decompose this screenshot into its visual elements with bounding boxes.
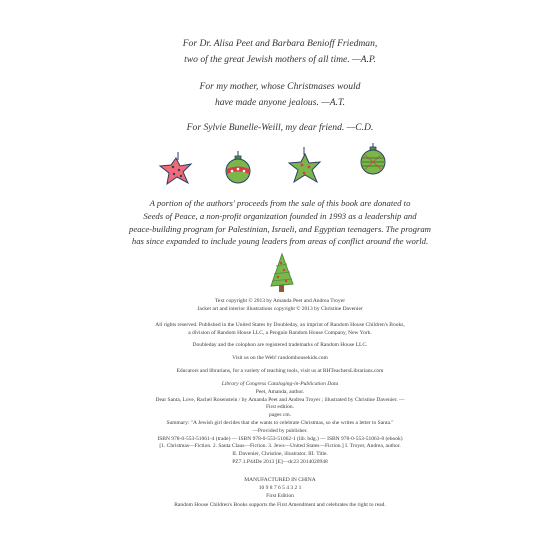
copyright-credits — [0, 298, 560, 314]
manufactured-line: MANUFACTURED IN CHINA — [244, 477, 316, 483]
cip-line: pages cm. — [269, 412, 291, 419]
cip-line: II. Davenier, Christine, illustrator. III. Title. — [232, 451, 328, 458]
proceeds-line: peace-building program for Palestinian, Israeli, and Egyptian teenagers. The program — [129, 223, 431, 234]
dedication-line: have made anyone jealous. —A.T. — [214, 96, 346, 108]
educators-notice — [0, 368, 560, 376]
cip-line: PZ7.1.P44De 2013 [E]—dc23 2014020948 — [232, 458, 328, 465]
manufacturing-info — [0, 477, 560, 500]
rights-line: a division of Random House LLC, a Penguin Random House Company, New York. — [188, 329, 372, 336]
cip-line: ISBN 978-0-553-51061-4 (trade) — ISBN 978-0-553-51062-1 (lib. bdg.) — ISBN 978-0-553-51063-8 (ebook) — [157, 435, 403, 442]
star-ornament-green-icon — [284, 146, 326, 188]
edition-line: First Edition — [266, 492, 294, 499]
rights-statement — [0, 322, 560, 338]
cip-data — [0, 381, 560, 467]
educators-line: Educators and librarians, for a variety of teaching tools, visit us at RHTeachersLibrarians.com — [176, 368, 384, 374]
website-line: Visit us on the Web! randomhousekids.com — [232, 355, 328, 361]
cip-line: Summary: "A Jewish girl decides that she wants to celebrate Christmas, so she writes a letter to Santa." — [166, 419, 394, 426]
round-ornament-green-red-icon — [222, 150, 254, 186]
art-copyright: Jacket art and interior illustrations copyright © 2013 by Christine Davenier — [197, 305, 363, 312]
dedication-line: For my mother, whose Christmases would — [199, 81, 361, 92]
dedication-troyer — [0, 79, 560, 110]
proceeds-line: Seeds of Peace, a non-profit organization founded in 1993 as a leadership and — [143, 210, 417, 221]
website-notice — [0, 355, 560, 363]
dedication-peet — [0, 36, 560, 67]
trademark-notice — [0, 342, 560, 350]
round-ornament-green-icon — [356, 142, 390, 178]
proceeds-line: has since expanded to include young leaders from areas of conflict around the world. — [131, 236, 429, 247]
dedication-davenier — [0, 120, 560, 136]
first-amendment-line: Random House Children's Books supports the First Amendment and celebrates the right to read. — [174, 502, 386, 508]
star-ornament-pink-icon — [156, 150, 196, 190]
cip-line: —Provided by publisher. — [252, 427, 308, 434]
cip-line: [1. Christmas—Fiction. 2. Santa Claus—Fiction. 3. Jews—United States—Fiction.] I. Troyer, Andrea, author. — [159, 443, 401, 450]
text-copyright: Text copyright © 2013 by Amanda Peet and Andrea Troyer — [214, 298, 346, 304]
cip-heading: Library of Congress Cataloging-in-Publication Data — [221, 381, 339, 387]
dedication-line: For Sylvie Bunelle-Weill, my dear friend. —C.D. — [186, 122, 374, 133]
christmas-tree-icon — [265, 252, 297, 294]
rights-line: All rights reserved. Published in the United States by Doubleday, an imprint of Random House Children's Books, — [155, 322, 405, 328]
proceeds-note — [80, 197, 480, 248]
trademark-line: Doubleday and the colophon are registered trademarks of Random House LLC. — [192, 342, 368, 348]
cip-line: Peet, Amanda, author. — [255, 388, 305, 395]
dedication-line: For Dr. Alisa Peet and Barbara Benioff Friedman, — [182, 38, 378, 49]
cip-line: Dear Santa, Love, Rachel Rosenstein / by Amanda Peet and Andrea Troyer ; illustrated by Christine Davenier. — — [155, 396, 405, 403]
printing-line: 10 9 8 7 6 5 4 3 2 1 — [258, 484, 302, 491]
first-amendment-notice — [0, 502, 560, 510]
proceeds-line: A portion of the authors' proceeds from the sale of this book are donated to — [149, 198, 411, 208]
dedication-line: two of the great Jewish mothers of all time. —A.P. — [184, 53, 376, 65]
cip-line: First edition. — [265, 404, 295, 411]
